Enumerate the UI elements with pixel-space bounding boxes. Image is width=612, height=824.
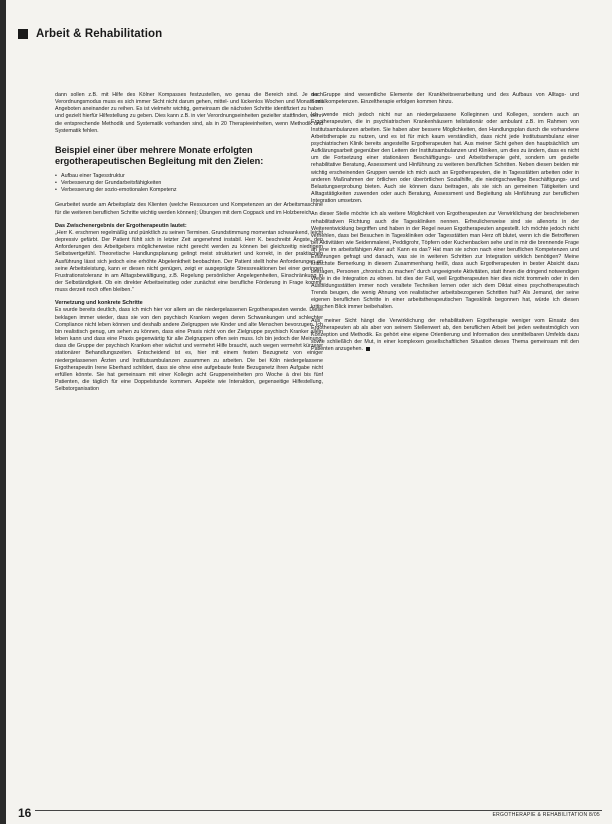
networking-text: Es wurde bereits deutlich, dass ich mich hier vor allem an die niedergelassenen Ergotherapeuten wende. Diese beklagen immer wieder, dass sie von den psychisch Kranken wegen deren Schwankungen und schlechter Compliance nicht leben können und deshalb andere Zielgruppen wie Kinder und alte Menschen bevorzugen. Ich bin realistisch genug, um sehen zu können, dass eine Praxis nicht von der Zielgruppe psychisch Kranker allein leben kann und dass eine Praxis gegenwärtig für alle Zielgruppen offen sein muss. Ich bin jedoch der Meinung, dass die Gruppe der psychisch Kranken eher wächst und vermehrt Hilfe braucht, auch wegen vermehrt kürzerer stationärer Behandlungszeiten. Entscheidend ist es, hier mit einem festen Bezugnetz von einiger niedergelassenen Ärzten und Institutsambulanzen zusammen zu arbeiten. Die bei Köln niedergelassene Ergotherapeutin Irene Eberhard schildert, dass sie ohne eine aufgebaute feste Bezugsnetz ihren Aufgabe nicht erfüllen könnte. Sie hat gemeinsam mit einer Kollegin acht Gruppeneinheiten pro Woche à drei bis fünf Patienten, die täglich für eine Doppelstunde kommen. Aspekte wie Interaktion, gegenseitige Hilfestellung, Selbstorganisation [55,307,323,393]
goal-item: • Verbesserung der sozio-emotionalen Kompetenz [55,187,323,194]
left-intro-paragraph: dann sollen z.B. mit Hilfe des Kölner Kompasses festzustellen, wo genau die Bereich sind. Je nach Verordnungsmodus muss es sich immer Sicht nicht darum gehen, mittel- und lückenlos Wochen und Monate mit Angeboten aneinander zu reihen. Es ist vielmehr wichtig, gemeinsam die nächsten Schritte identifiziert zu haben und gezielt hierfür Hilfestellung zu geben. Dies kann z.B. in vier Verordnungseinheiten gezielter stattfinden, wenn die entsprechende Methodik und Systematik vorhanden sind, als in 20 Therapieeinheiten, wenn Methodik und Systematik fehlen. [55,92,323,134]
section-title: Arbeit & Rehabilitation [36,28,163,40]
right-paragraph-2: Ich wende mich jedoch nicht nur an niedergelassene Kolleginnen und Kollegen, sondern auch an Ergotherapeuten, die in psychiatrischen Krankenhäusern teilstationär oder ambulant z.B. im Rahmen von Institutsambulanzen arbeiten. Sie haben aber bessere Möglichkeiten, den Handlungsplan durch die vorhandene Arbeitstherapie zu nutzen, und es ist für mich kaum verständlich, dass nicht jede Institutsambulanz einer psychiatrischen Klinik bereits angestellte Ergotherapeuten hat. Aus meiner Sicht gehen den hauptsächlich um Aufklärungsarbeit gegenüber den Leitern der Institutsambulanzen und Kliniken, um dies zu ändern, dass es nicht um die Fortsetzung einer stationären Beschäftigungs- und Arbeitstherapie geht, sondern um gezielte rehabilitative Beratung, Assessment und Hinführung zu weiteren beruflichen Schritten. Neben diesen beiden mir wichtig erscheinenden Gruppen wende ich mich auch an Ergotherapeuten, die in Tagesstätten arbeiten oder in anderen Maßnahmen der örtlichen oder überörtlichen Sozialhilfe, die niedrigschwellige Beschäftigungs- und Belastungserprobung bieten. Auch sie können dazu beitragen, als sie sich an gemeinen Tätigkeiten und Alltagstätigkeiten zuwenden oder auch Beratung, Assessment und Begleitung als Hinführung zur beruflichen Integration umsetzen. [311,112,579,205]
interim-result-text: „Herr K. erschrnen regelmäßig und pünktlich zu seinen Terminen. Grundstimmung momentan schwankend, leicht depressiv gefärbt. Der Patient fühlt sich in letzter Zeit angenehmd instabil. Herr K. beschreibt Ängste, den Anforderungen des Arbeitgebers möglicherweise nicht gerecht werden zu können bei gleichzeitig niedrigem Selbstwertgefühl. Theoretische Handlungsplanung gelingt meist strukturiert und korrekt, in der praktischen Ausführung lässt sich jedoch eine erhöhte Abgelenktheit beobachten. Der Patient stellt hohe Anforderungen an seine Arbeitsleistung, kann er diesen nicht genügen, zeigt er ausgeprägte Stressreaktionen bei einer geringen Frustrationstoleranz in am Alltagsbewältigung, z.B. Regelung persönlicher Angelegenheiten, Einschränkung in der Selbständigkeit. Ob ein direkter Arbeitseinstieg oder zunächst eine berufliche Förderung in Frage kommt, muss derzeit noch offen bleiben.“ [55,229,323,294]
end-mark-icon [366,347,370,351]
right-paragraph-4-text: Aus meiner Sicht hängt die Verwirklichung der rehabilitativen Ergotherapie weniger vom Einsatz des Ergotherapeuten ab als aber von seinem Stellenwert ab, den beruflichen Arbeit bei jeden weitestmöglich von Konzeption und Methodik. Es gehört eine eigene Orientierung und Information des unmittelbaren Umfelds dazu sowie schließlich der Mut, in einer komplexen gesellschaftlichen Situation dieses Thema gemeinsam mit den Patienten anzugehen. [311,317,579,353]
journal-name: ERGOTHERAPIE & REHABILITATION 8/05 [492,812,600,818]
page-number: 16 [18,806,35,820]
goal-list [55,173,323,194]
right-paragraph-4 [311,318,579,354]
example-heading: Beispiel einer über mehrere Monate erfolgten ergotherapeutischen Begleitung mit den Zielen: [55,144,264,166]
networking-subheading: Vernetzung und konkrete Schritte [55,300,143,307]
right-paragraph-3: An dieser Stelle möchte ich als weitere Möglichkeit von Ergotherapeuten zur Verwirklichung der beschriebenen rehabilitativen Richtung auch die Tageskliniken nennen. Erfreulicherweise sind sie allenorts in der Weiterentwicklung begriffen und haben in der Regel neuen Ergotherapeuten angestellt. Ich möchte jedoch nicht verhehlen, dass bei Besuchen in Tageskliniken oder Tagesstätten man Herz oft blutet, wenn ich die Betroffenen bei Aktivitäten wie Seidenmalerei, Peddigrohr, Töpfern oder Kuchenbacken sehe und in mir die brennende Frage an jene im arbeitsfähigen Alter auf: Kann es das? Hat man sie schon nach einer beruflichen Kompetenzen und Erfahrungen gefragt und danach, was sie in weiteren Schritten zur Integration wirklich benötigen? Meine kritischste Bemerkung in diesem Zusammenhang heißt, dass auch Ergotherapeuten in bester Absicht dazu beitragen, Personen „chronisch zu machen“ durch ungeeignete Aktivitäten, statt ihnen die dringend notwendigen Wege in die Integration zu ebnen. Ist dies der Fall, weil Ergotherapeuten hier dies nicht trommeln oder in den Ausbildungsstätten immer noch veraltete Techniken lernen oder sich dem Diktat eines psychotherapeutisch Trends beugen, die wenig Ahnung von realistischer arbeitsbezogenen Schritten hat? Als Jemand, der seine eigenen beruflichen Schritte in einer arbeitstherapeutischen Tagesklinik begonnen hat, würde ich diesen kritischen Blick immer beibehalten. [311,211,579,311]
left-column [55,92,323,393]
interim-result-subheading: Das Zwischenergebnis der Ergotherapeutin lautet: [55,222,187,229]
page-edge-bar [0,0,6,824]
right-paragraph-1: der Gruppe sind wesentliche Elemente der Krankheitsverarbeitung und des Aufbaus von Alltags- und Sozialkompetenzen. Einzeltherapie erfolgen kommen hinzu. [311,92,579,106]
right-column [311,92,579,353]
footer-rule [18,810,602,811]
goal-item: • Aufbau einer Tagesstruktur [55,173,323,180]
section-square-icon [18,29,28,39]
left-paragraph-2: Geurbeitet wurde am Arbeitsplatz des Klienten (welche Ressourcen und Kompetenzen an der Arbeitsmaschine für die weiteren beruflichen Schritte wichtig werden können); Übungen mit dem Cogpack und im Holzbereich. [55,202,323,216]
section-header [18,28,162,40]
goal-item: • Verbesserung der Grundarbeitsfähigkeiten [55,180,323,187]
